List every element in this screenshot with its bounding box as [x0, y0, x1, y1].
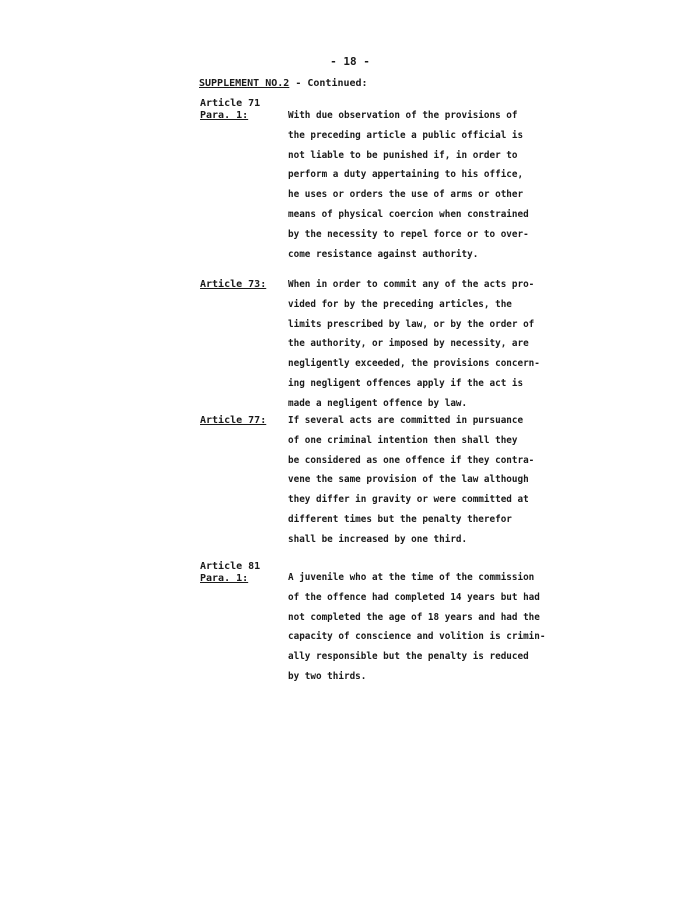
text-line: come resistance against authority.	[288, 248, 479, 260]
article-77-text	[288, 411, 535, 550]
supplement-suffix: - Continued:	[289, 78, 368, 89]
article-81-title: Article 81	[200, 561, 261, 572]
article-81-text	[288, 568, 546, 687]
text-line: negligently exceeded, the provisions concern-	[288, 358, 540, 370]
text-line: When in order to commit any of the acts pro-	[288, 279, 535, 290]
text-line: ing negligent offences apply if the act is	[288, 377, 524, 389]
text-line: not liable to be punished if, in order to	[288, 149, 518, 161]
text-line: ally responsible but the penalty is reduced	[288, 651, 529, 663]
text-line: of the offence had completed 14 years but had	[288, 591, 540, 603]
text-line: means of physical coercion when constrained	[288, 208, 529, 220]
text-line: With due observation of the provisions of	[288, 110, 518, 121]
text-line: be considered as one offence if they contra-	[288, 454, 535, 466]
text-line: limits prescribed by law, or by the order of	[288, 318, 535, 330]
text-line: not completed the age of 18 years and had the	[288, 611, 540, 623]
article-71-para: Para. 1:	[200, 110, 249, 121]
text-line: If several acts are committed in pursuance	[288, 415, 524, 426]
article-81-para: Para. 1:	[200, 573, 249, 584]
article-73-label	[200, 279, 266, 291]
supplement-title: SUPPLEMENT NO.2	[199, 78, 290, 89]
text-line: made a negligent offence by law.	[288, 397, 468, 409]
text-line: capacity of conscience and volition is crimin-	[288, 631, 546, 643]
article-71-label	[200, 98, 260, 122]
text-line: they differ in gravity or were committed at	[288, 494, 529, 506]
article-71-text	[288, 106, 528, 264]
text-line: perform a duty appertaining to his office,	[288, 169, 524, 181]
article-71-title: Article 71	[200, 98, 261, 109]
text-line: shall be increased by one third.	[288, 533, 468, 545]
page-number: - 18 -	[330, 55, 370, 68]
text-line: the preceding article a public official is	[288, 129, 524, 141]
text-line: vene the same provision of the law although	[288, 474, 529, 486]
text-line: by two thirds.	[288, 670, 367, 682]
article-73-title: Article 73:	[200, 279, 267, 290]
text-line: different times but the penalty therefor	[288, 513, 512, 525]
supplement-heading	[199, 78, 368, 89]
text-line: he uses or orders the use of arms or other	[288, 189, 524, 201]
text-line: vided for by the preceding articles, the	[288, 298, 512, 310]
article-77-title: Article 77:	[200, 415, 267, 426]
article-81-label	[200, 561, 260, 585]
text-line: by the necessity to repel force or to over-	[288, 228, 529, 240]
article-73-text	[288, 275, 540, 414]
article-77-label	[200, 415, 266, 427]
text-line: the authority, or imposed by necessity, are	[288, 338, 529, 350]
text-line: A juvenile who at the time of the commission	[288, 572, 535, 583]
text-line: of one criminal intention then shall they	[288, 434, 518, 446]
